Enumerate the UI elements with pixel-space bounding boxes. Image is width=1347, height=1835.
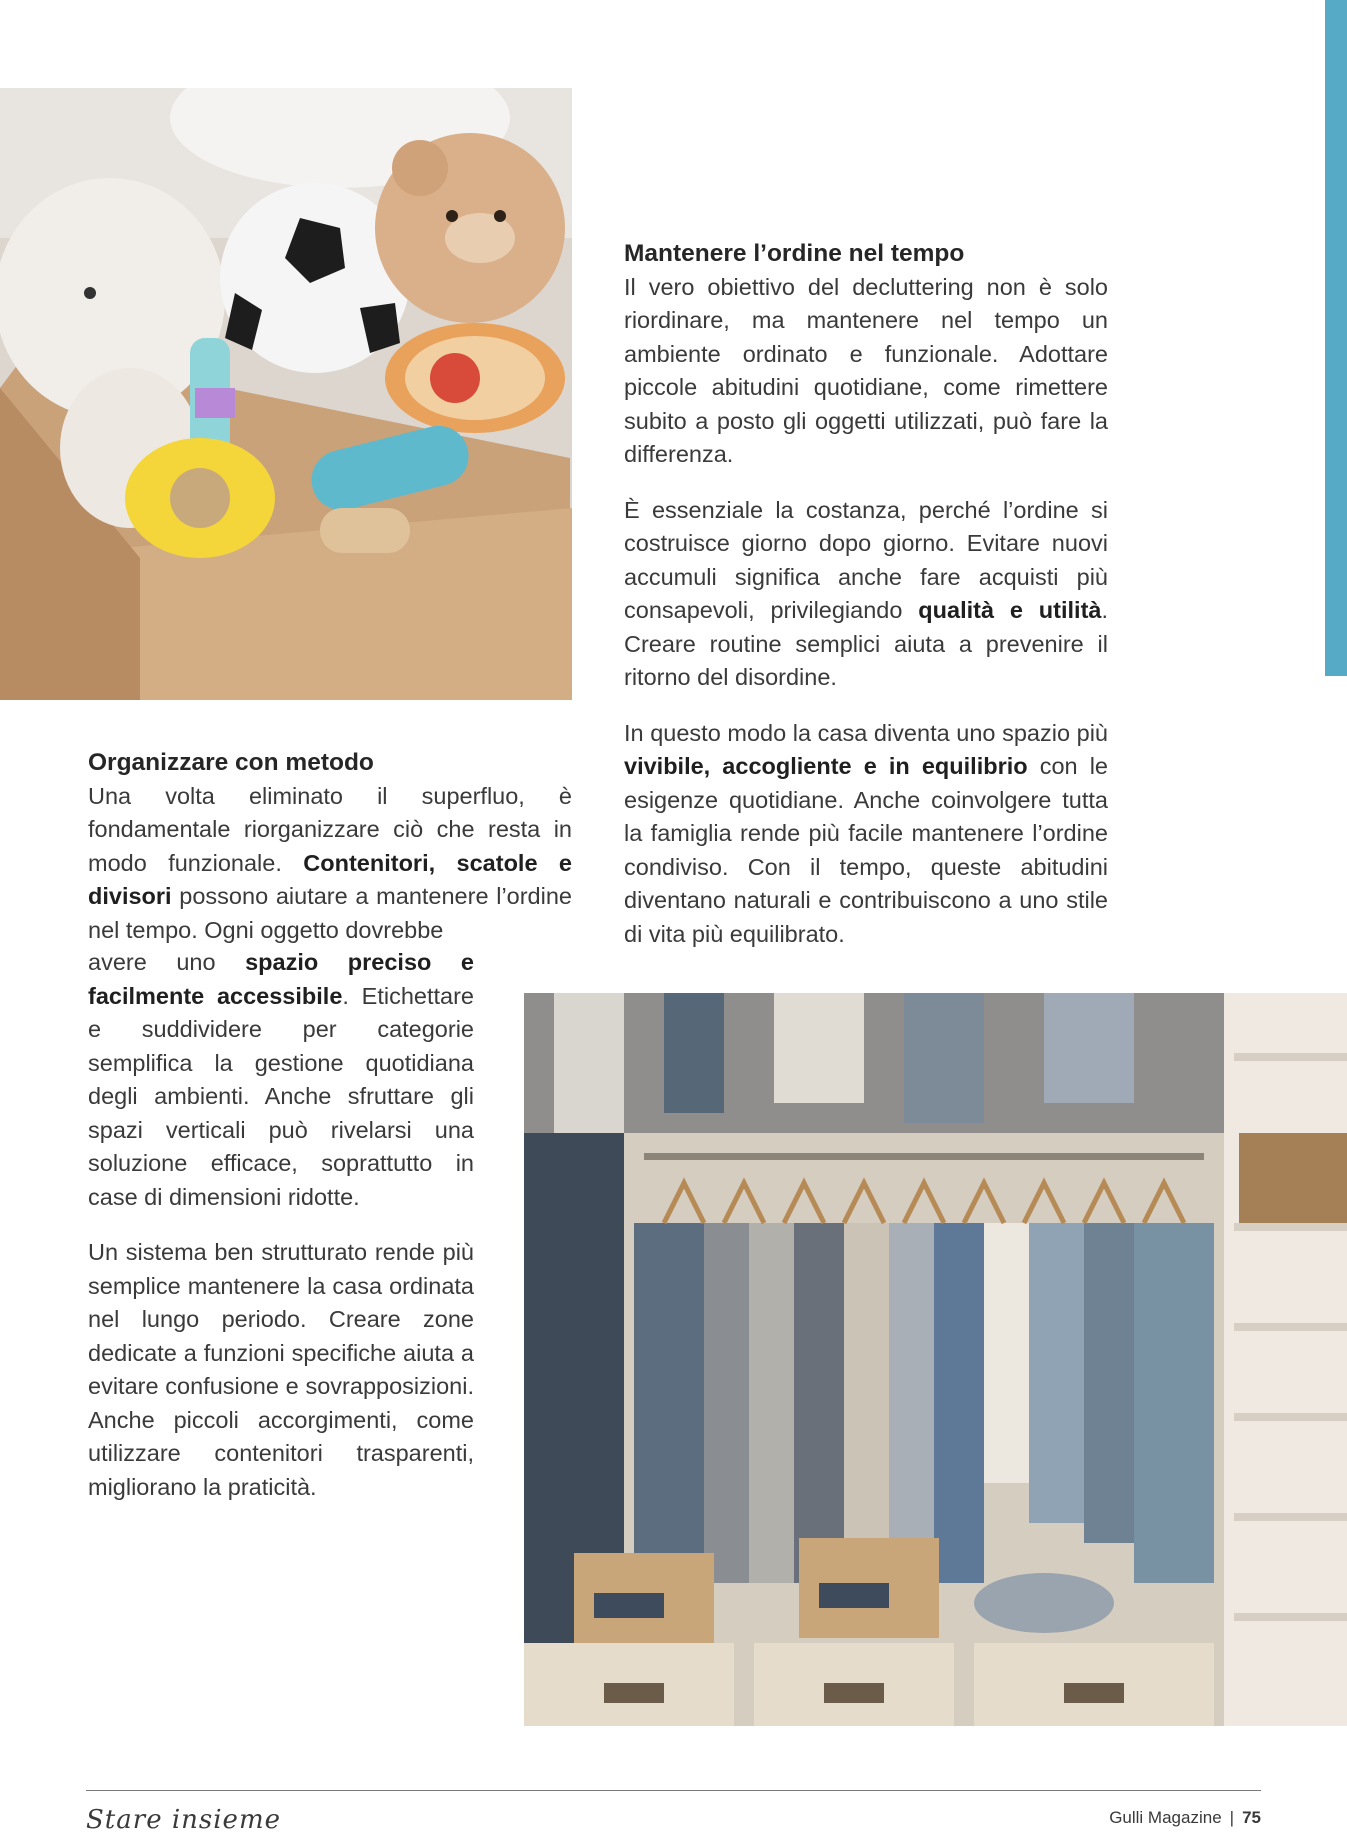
footer-divider: [86, 1790, 1261, 1791]
emphasis-text: vivibile, accogliente e in equilibrio: [624, 753, 1028, 779]
paragraph: [88, 780, 572, 948]
left-text-column-bottom: [88, 946, 474, 1526]
paragraph: [624, 494, 1108, 695]
text-run: possono aiutare a mantenere l’ordine nel tempo. Ogni oggetto dovrebbe: [88, 883, 572, 943]
closet-wardrobe-photo: [524, 993, 1347, 1726]
text-run: . Creare routine semplici aiuta a prevenire il ritorno del disordine.: [624, 597, 1108, 690]
magazine-name: Gulli Magazine: [1109, 1808, 1222, 1827]
emphasis-text: qualità e utilità: [918, 597, 1102, 623]
toys-box-photo: [0, 88, 572, 700]
footer-section-title: Stare insieme: [86, 1805, 281, 1835]
section-color-tab: [1325, 0, 1347, 676]
text-run: con le esigenze quotidiane. Anche coinvolgere tutta la famiglia rende più facile mantenere l’ordine condiviso. Con il tempo, queste abitudini diventano naturali e contribuiscono a uno stile di vita più equilibrato.: [624, 753, 1108, 947]
emphasis-text: Contenitori, scatole e divisori: [88, 849, 572, 909]
text-run: avere uno: [88, 949, 246, 975]
emphasis-text: spazio preciso e facilmente accessibile: [88, 949, 474, 1009]
page-number: 75: [1242, 1808, 1261, 1827]
section-heading-maintain-order: Mantenere l’ordine nel tempo: [624, 240, 965, 267]
left-text-column-top: [88, 746, 572, 947]
text-run: È essenziale la costanza, perché l’ordine si costruisce giorno dopo giorno. Evitare nuovi accumuli significa anche fare acquisti più consapevoli, privilegiando: [624, 496, 1108, 623]
section-heading-organize: Organizzare con metodo: [88, 749, 374, 776]
text-run: . Etichettare e suddividere per categorie semplifica la gestione quotidiana degli ambienti. Anche sfruttare gli spazi verticali può rivelarsi una soluzione efficace, soprattutto in case di dimensioni ridotte.: [88, 982, 474, 1210]
right-text-column: [624, 237, 1108, 973]
paragraph: [88, 946, 474, 1214]
paragraph: [624, 717, 1108, 952]
footer-magazine-info: [1109, 1808, 1261, 1828]
text-run: In questo modo la casa diventa uno spazio più: [624, 719, 1108, 746]
text-run: Una volta eliminato il superfluo, è fondamentale riorganizzare ciò che resta in modo funzionale.: [88, 782, 572, 876]
paragraph: Un sistema ben strutturato rende più semplice mantenere la casa ordinata nel lungo periodo. Creare zone dedicate a funzioni specifiche aiuta a evitare confusione e sovrapposizioni. Anche piccoli accorgimenti, come utilizzare contenitori trasparenti, migliorano la praticità.: [88, 1239, 474, 1500]
footer-separator: |: [1229, 1808, 1235, 1827]
paragraph: Il vero obiettivo del decluttering non è solo riordinare, ma mantenere nel tempo un ambiente ordinato e funzionale. Adottare piccole abitudini quotidiane, come rimettere subito a posto gli oggetti utilizzati, può fare la differenza.: [624, 273, 1108, 467]
